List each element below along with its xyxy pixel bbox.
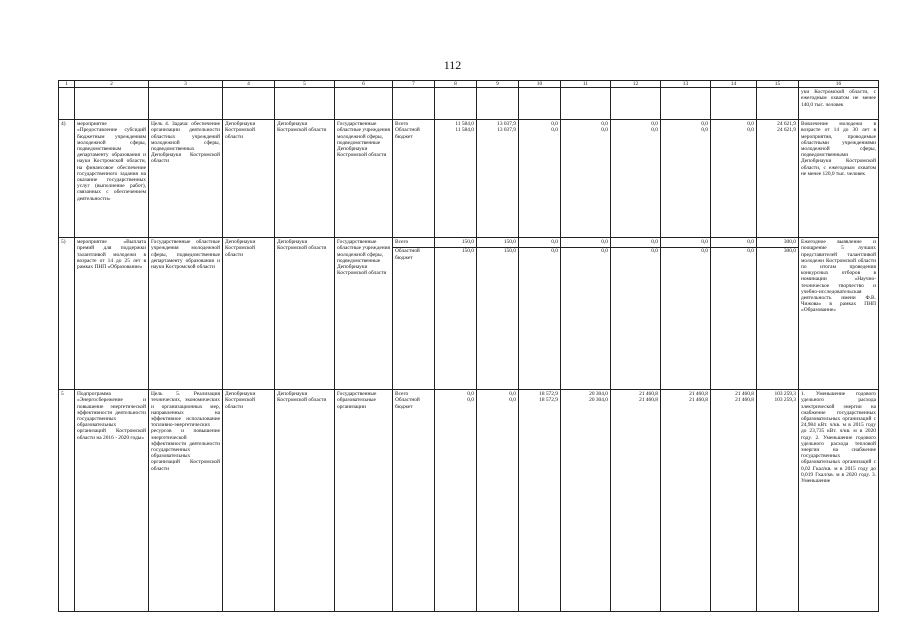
- amount-budget: 18 572,9: [539, 397, 558, 404]
- column-number: 15: [757, 81, 799, 88]
- goal-text: Государственные областные учреждения молодежной сферы, подведомственные департаменту образования и науки Костромской области: [149, 238, 223, 390]
- measure-text: Подпрограмма «Энергосбережение и повышение энергетической эффективности деятельности государственных образовательных организаций Костромской области на 2016 - 2020 годы»: [75, 390, 149, 612]
- amount-total: 150,0: [461, 239, 474, 246]
- amount-total: 0,0: [701, 121, 708, 128]
- amount-budget: 21 460,8: [639, 397, 658, 404]
- amount-total: 103 259,3: [774, 391, 796, 398]
- amount-cell: [757, 390, 799, 612]
- amount-budget: 0,0: [651, 127, 658, 134]
- row-number: 4): [59, 120, 75, 238]
- amount-budget: 21 460,8: [689, 397, 708, 404]
- amount-budget: 300,0: [783, 248, 796, 255]
- result-text: 1. Уменьшение годового удельного расхода электрической энергии на снабжение государственных образовательных организаций с 24,984 кВт. ч/кв. м в 2015 году до 23,735 кВт. ч/кв. м в 2020 году. 2. Уменьшение годового удельного расхода тепловой энергии на снабжение государственных образовательных организаций с 0,02 Гкал/кв. м в 2015 году до 0,019 Гкал/кв. м в 2020 году. 3. Уменьшение: [799, 390, 879, 612]
- amount-budget: 20 304,0: [589, 397, 608, 404]
- amount-budget: 0,0: [701, 127, 708, 134]
- amount-budget: 0,0: [701, 248, 708, 255]
- amount-cell: [519, 390, 561, 612]
- row-number: 5: [59, 390, 75, 612]
- participants-text: Государственные образовательные организации: [335, 390, 393, 612]
- amount-budget: 0,0: [551, 248, 558, 255]
- amount-total: 0,0: [551, 239, 558, 246]
- amount-total: 0,0: [601, 239, 608, 246]
- amount-total: 0,0: [701, 239, 708, 246]
- table-row: [59, 390, 879, 612]
- executor-text: Депобрнауки Костромской области: [223, 238, 275, 390]
- amount-budget: 0,0: [509, 397, 516, 404]
- amount-cell: [561, 390, 611, 612]
- column-number: 7: [393, 81, 435, 88]
- table-row: [59, 120, 879, 238]
- amount-cell: [435, 238, 477, 390]
- goal-text: Цель 5. Реализация технических, экономических и организационных мер, направленных на эффективное использование топливно-энергетических ресурсов и повышение энергетической эффективности деятельности государственных образовательных организаций Костромской области: [149, 390, 223, 612]
- column-number: 16: [799, 81, 879, 88]
- measure-text: мероприятие «Выплата премий для поддержки талантливой молодежи в возрасте от 14 до 25 лет в рамках ПНП «Образование»: [75, 238, 149, 390]
- amount-budget: 0,0: [747, 248, 754, 255]
- amount-cell: [661, 120, 711, 238]
- column-number: 3: [149, 81, 223, 88]
- amount-cell: [611, 390, 661, 612]
- amount-total: 0,0: [551, 121, 558, 128]
- amount-cell: [711, 390, 757, 612]
- amount-cell: [477, 120, 519, 238]
- funding-source: Областной бюджет: [395, 248, 420, 261]
- column-number: 11: [561, 81, 611, 88]
- funding-source: Всего: [395, 391, 409, 398]
- amount-total: 21 460,8: [735, 391, 754, 398]
- result-text: уки Костромской области, с ежегодным охватом не менее 140,0 тыс. человек: [799, 88, 879, 120]
- amount-total: 21 460,8: [639, 391, 658, 398]
- continuation-row: [59, 88, 879, 120]
- amount-budget: 0,0: [467, 397, 474, 404]
- amount-cell: [611, 120, 661, 238]
- amount-cell: [661, 390, 711, 612]
- page-number: 112: [443, 58, 462, 72]
- funding-source: Всего: [395, 121, 409, 128]
- amount-budget: 24 621,9: [777, 127, 796, 134]
- amount-total: 24 621,9: [777, 121, 796, 128]
- result-text: Вовлечение молодежи в возрасте от 14 до 30 лет в мероприятия, проводимые областными учреждениями молодежной сферы, подведомственными Депобрнауки Костромской области, с ежегодным охватом не менее 120,0 тыс. человек: [799, 120, 879, 238]
- amount-total: 20 304,0: [589, 391, 608, 398]
- amount-total: 0,0: [651, 121, 658, 128]
- amount-cell: [435, 390, 477, 612]
- column-number: 2: [75, 81, 149, 88]
- amount-cell: [711, 120, 757, 238]
- amount-total: 0,0: [467, 391, 474, 398]
- amount-budget: 13 037,9: [497, 127, 516, 134]
- result-text: Ежегодное выявление и поощрение 5 лучших представителей талантливой молодежи Костромской области по итогам проведения конкурсных отборов в номинации «Научно-техническое творчество и учебно-исследовательская деятельность имени Ф.В. Чижова» в рамках ПНП «Образование»: [799, 238, 879, 390]
- executor-text: Депобрнауки Костромской области: [223, 390, 275, 612]
- column-number: 1: [59, 81, 75, 88]
- amount-total: 0,0: [601, 121, 608, 128]
- funding-source: Областной бюджет: [395, 127, 420, 140]
- table-row: [59, 238, 879, 390]
- amount-cell: [561, 120, 611, 238]
- amount-total: 0,0: [651, 239, 658, 246]
- amount-budget: 0,0: [747, 127, 754, 134]
- amount-budget: 0,0: [551, 127, 558, 134]
- measure-text: мероприятие «Предоставление субсидий бюджетным учреждениям молодежной сферы, подведомственным департаменту образования и науки Костромской области, на финансовое обеспечение государственного задания на оказание государственных услуг (выполнение работ), связанных с обеспечением деятельности»: [75, 120, 149, 238]
- funding-source-cell: [393, 390, 435, 612]
- column-number: 10: [519, 81, 561, 88]
- funding-source: Областной бюджет: [395, 397, 420, 410]
- column-number: 13: [661, 81, 711, 88]
- column-number-row: [59, 81, 879, 88]
- amount-total: 18 572,9: [539, 391, 558, 398]
- amount-cell: [611, 238, 661, 390]
- amount-budget: 11 584,0: [455, 127, 474, 134]
- amount-total: 0,0: [747, 239, 754, 246]
- participants-text: Государственные областные учреждения молодежной сферы, подведомственные Депобрнауки Костромской области: [335, 120, 393, 238]
- column-number: 6: [335, 81, 393, 88]
- administrator-text: Депобрнауки Костромской области: [275, 238, 335, 390]
- column-number: 8: [435, 81, 477, 88]
- funding-source-cell: [393, 238, 435, 390]
- amount-total: 0,0: [509, 391, 516, 398]
- column-number: 12: [611, 81, 661, 88]
- amount-budget: 150,0: [461, 248, 474, 255]
- amount-cell: [711, 238, 757, 390]
- amount-budget: 150,0: [503, 248, 516, 255]
- column-number: 5: [275, 81, 335, 88]
- amount-total: 21 460,8: [689, 391, 708, 398]
- participants-text: Государственные областные учреждения молодежной сферы, подведомственные Депобрнауки Костромской области: [335, 238, 393, 390]
- amount-total: 150,0: [503, 239, 516, 246]
- amount-budget: 0,0: [601, 127, 608, 134]
- column-number: 9: [477, 81, 519, 88]
- amount-budget: 103 259,3: [774, 397, 796, 404]
- goal-text: Цель 4. Задача: обеспечение организации деятельности областных учреждений молодежной сферы, подведомственных Депобрнауки Костромской области: [149, 120, 223, 238]
- column-number: 14: [711, 81, 757, 88]
- row-number: 5): [59, 238, 75, 390]
- amount-cell: [519, 120, 561, 238]
- column-number: 4: [223, 81, 275, 88]
- amount-budget: 0,0: [651, 248, 658, 255]
- amount-total: 300,0: [783, 239, 796, 246]
- amount-total: 13 037,9: [497, 121, 516, 128]
- amount-total: 11 584,0: [455, 121, 474, 128]
- administrator-text: Депобрнауки Костромской области: [275, 390, 335, 612]
- amount-cell: [435, 120, 477, 238]
- amount-cell: [757, 120, 799, 238]
- amount-cell: [757, 238, 799, 390]
- amount-budget: 0,0: [601, 248, 608, 255]
- amount-cell: [519, 238, 561, 390]
- amount-cell: [661, 238, 711, 390]
- amount-total: 0,0: [747, 121, 754, 128]
- amount-cell: [477, 390, 519, 612]
- amount-cell: [561, 238, 611, 390]
- administrator-text: Депобрнауки Костромской области: [275, 120, 335, 238]
- funding-source-cell: [393, 120, 435, 238]
- amount-cell: [477, 238, 519, 390]
- funding-source: Всего: [395, 239, 409, 246]
- program-table: [58, 80, 879, 612]
- amount-budget: 21 460,8: [735, 397, 754, 404]
- executor-text: Депобрнауки Костромской области: [223, 120, 275, 238]
